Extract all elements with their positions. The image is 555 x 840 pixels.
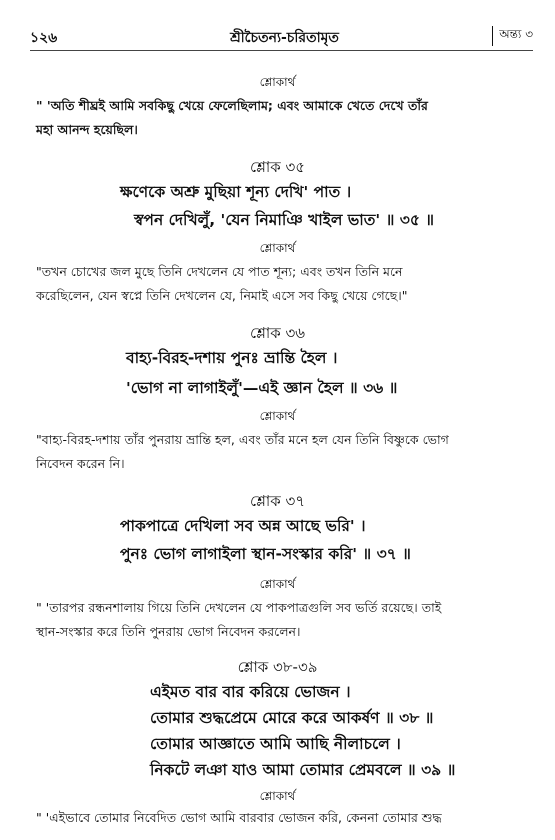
translation-text [36, 596, 527, 644]
verse-line: নিকটে লঞা যাও আমা তোমার প্রেমবলে ॥ ৩৯ ॥ [150, 761, 456, 779]
translation-line: নিবেদন করেন নি। [36, 456, 125, 471]
translation-text [36, 428, 527, 476]
translation-line: "বাহ্য-বিরহ-দশায় তাঁর পুনরায় ভ্রান্তি হল, এবং তাঁর মনে হল যেন তিনি বিষ্ণুকে ভোগ [36, 432, 449, 447]
translation-heading: শ্লোকার্থ [259, 789, 296, 803]
verse-line: স্বপন দেখিলুঁ, 'যেন নিমাঞি খাইল ভাত' ॥ ৩৫ ॥ [134, 211, 435, 229]
chapter-label: অন্ত্য ৩ [492, 26, 533, 46]
translation-text [36, 94, 527, 142]
header-rule [30, 50, 533, 51]
translation-line: "তখন চোখের জল মুছে তিনি দেখলেন যে পাত শূন্য; এবং তখন তিনি মনে [36, 264, 403, 279]
page-header [30, 26, 539, 48]
verse-line: তোমার শুদ্ধপ্রেমে মোরে করে আকর্ষণ ॥ ৩৮ ॥ [150, 709, 434, 727]
verse-line: বাহ্য-বিরহ-দশায় পুনঃ ভ্রান্তি হৈল । [126, 349, 338, 367]
verse-heading: শ্লোক ৩৬ [250, 324, 305, 342]
verse-line: এইমত বার বার করিয়ে ভোজন । [150, 683, 351, 701]
translation-line: করেছিলেন, যেন স্বপ্নে তিনি দেখলেন যে, নিমাই এসে সব কিছু খেয়ে গেছে।" [36, 288, 408, 303]
verse-line: 'ভোগ না লাগাইলুঁ'—এই জ্ঞান হৈল ॥ ৩৬ ॥ [126, 379, 398, 397]
translation-heading: শ্লোকার্থ [259, 577, 296, 591]
verse-line: ক্ষণেকে অশ্রু মুছিয়া শূন্য দেখি' পাত । [120, 183, 352, 201]
verse-heading: শ্লোক ৩৭ [250, 492, 305, 510]
translation-line: " 'এইভাবে তোমার নিবেদিত ভোগ আমি বারবার ভোজন করি, কেননা তোমার শুদ্ধ [36, 810, 442, 825]
verse-line: পুনঃ ভোগ লাগাইলা স্থান-সংস্কার করি' ॥ ৩৭ ॥ [120, 545, 411, 563]
verse-heading: শ্লোক ৩৮-৩৯ [237, 658, 318, 676]
running-title: শ্রীচৈতন্য-চরিতামৃত [230, 30, 339, 46]
translation-heading: শ্লোকার্থ [259, 241, 296, 255]
translation-heading: শ্লোকার্থ [259, 409, 296, 423]
translation-heading: শ্লোকার্থ [259, 75, 296, 89]
translation-line: স্থান-সংস্কার করে তিনি পুনরায় ভোগ নিবেদন করলেন। [36, 624, 301, 639]
page-number: ১২৬ [30, 30, 58, 46]
translation-line: " 'তারপর রন্ধনশালায় গিয়ে তিনি দেখলেন যে পাকপাত্রগুলি সব ভর্তি রয়েছে। তাই [36, 600, 442, 615]
verse-line: পাকপাত্রে দেখিলা সব অন্ন আছে ভরি' । [120, 517, 366, 535]
verse-heading: শ্লোক ৩৫ [250, 158, 305, 176]
translation-line: " 'অতি শীঘ্রই আমি সবকিছু খেয়ে ফেলেছিলাম; এবং আমাকে খেতে দেখে তাঁর [36, 98, 428, 113]
translation-line: মহা আনন্দ হয়েছিল। [36, 122, 138, 137]
translation-text [36, 260, 527, 308]
verse-line: তোমার আজ্ঞাতে আমি আছি নীলাচলে । [150, 735, 401, 753]
translation-text [36, 806, 527, 830]
